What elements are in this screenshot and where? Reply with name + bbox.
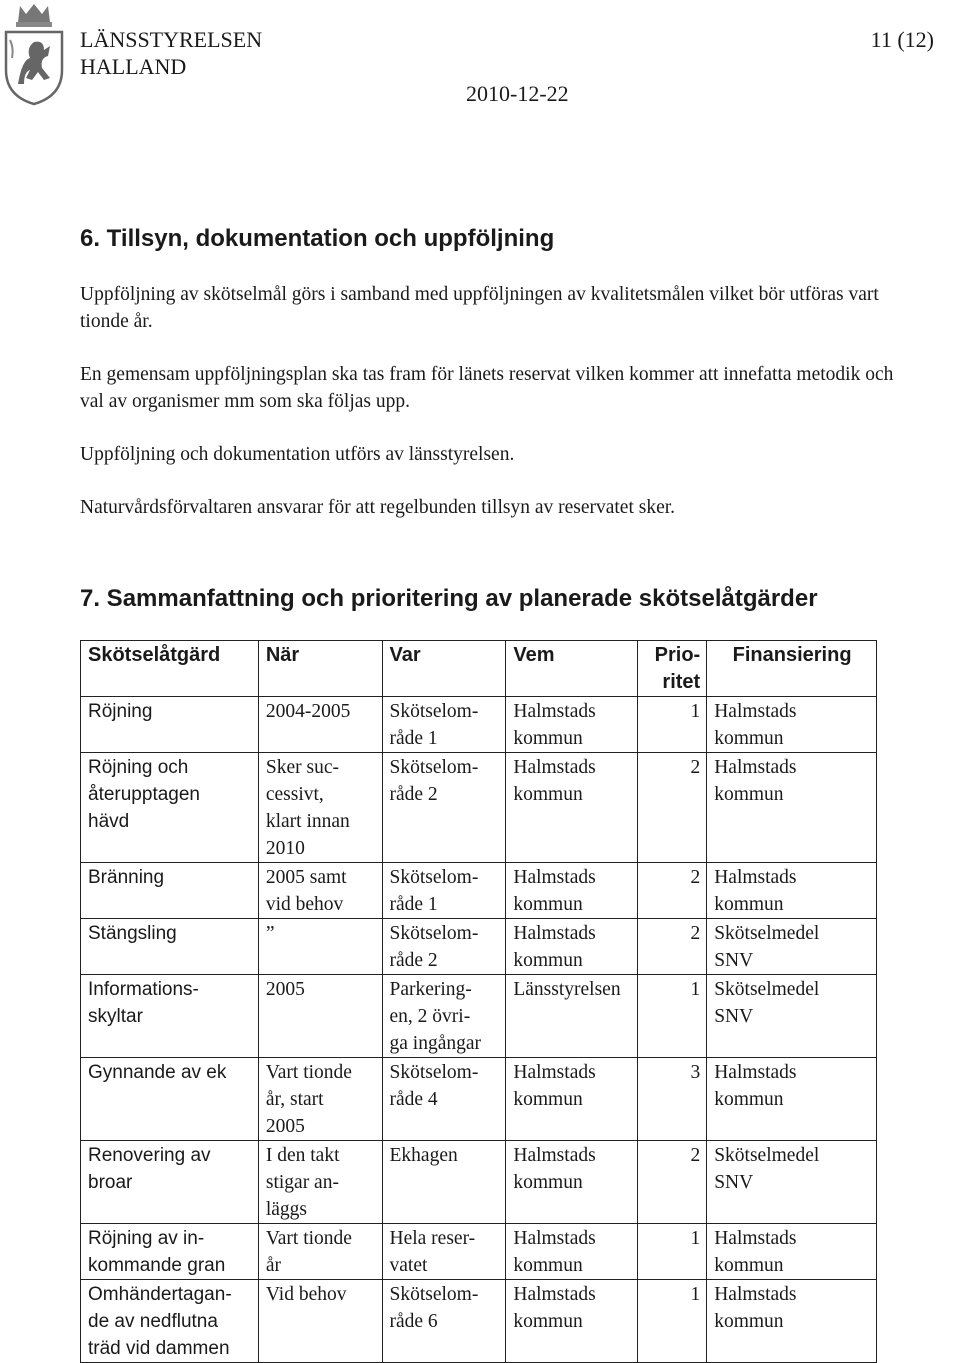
table-cell: Halmstads kommun (707, 753, 877, 863)
table-cell: Skötselom- råde 1 (382, 863, 506, 919)
paragraph: Uppföljning och dokumentation utförs av länsstyrelsen. (80, 444, 515, 465)
table-row (81, 697, 877, 753)
table-cell: Halmstads kommun (506, 1224, 638, 1280)
table-cell: Halmstads kommun (506, 919, 638, 975)
column-header: Vem (506, 641, 638, 697)
table-cell: Vart tionde år, start 2005 (258, 1058, 382, 1141)
table-cell: Skötselmedel SNV (707, 1141, 877, 1224)
table-cell: 2 (638, 863, 707, 919)
section-6-title: 6. Tillsyn, dokumentation och uppföljning (80, 225, 555, 252)
table-cell: 2004-2005 (258, 697, 382, 753)
table-row (81, 753, 877, 863)
column-header: Var (382, 641, 506, 697)
table-cell: Halmstads kommun (506, 1280, 638, 1363)
section-7-title: 7. Sammanfattning och prioritering av planerade skötselåtgärder (80, 585, 818, 612)
table-cell: Skötselmedel SNV (707, 975, 877, 1058)
table-cell: Omhändertagan- de av nedflutna träd vid dammen (81, 1280, 259, 1363)
table-cell: 2 (638, 919, 707, 975)
table-cell: Halmstads kommun (506, 863, 638, 919)
county-crest-lion-icon (0, 0, 68, 108)
table-cell: Skötselom- råde 1 (382, 697, 506, 753)
organization-name: LÄNSSTYRELSEN (80, 27, 263, 52)
table-cell: 2005 samt vid behov (258, 863, 382, 919)
table-cell: Ekhagen (382, 1141, 506, 1224)
table-cell: Röjning av in- kommande gran (81, 1224, 259, 1280)
paragraph: Naturvårdsförvaltaren ansvarar för att regelbunden tillsyn av reservatet sker. (80, 497, 676, 518)
table-cell: 1 (638, 1224, 707, 1280)
table-row (81, 1141, 877, 1224)
table-cell: Parkering- en, 2 övri- ga ingångar (382, 975, 506, 1058)
table-cell: 1 (638, 975, 707, 1058)
table-cell: Halmstads kommun (707, 1224, 877, 1280)
table-row (81, 975, 877, 1058)
table-cell: 2005 (258, 975, 382, 1058)
table-cell: Skötselom- råde 2 (382, 753, 506, 863)
paragraph: Uppföljning av skötselmål görs i samband med uppföljningen av kvalitetsmålen vilket bör utföras vart tionde år. (80, 284, 879, 332)
table-cell: Halmstads kommun (707, 697, 877, 753)
table-cell: ” (258, 919, 382, 975)
table-cell: Stängsling (81, 919, 259, 975)
table-header-row (81, 641, 877, 697)
table-cell: I den takt stigar an- läggs (258, 1141, 382, 1224)
table-cell: 2 (638, 1141, 707, 1224)
table-cell: Skötselom- råde 2 (382, 919, 506, 975)
table-cell: Skötselom- råde 4 (382, 1058, 506, 1141)
table-cell: Halmstads kommun (506, 753, 638, 863)
table-cell: 3 (638, 1058, 707, 1141)
table-cell: Halmstads kommun (506, 697, 638, 753)
organization-region: HALLAND (80, 54, 187, 79)
table-cell: Halmstads kommun (506, 1058, 638, 1141)
column-header: Skötselåtgärd (81, 641, 259, 697)
table-cell: 2 (638, 753, 707, 863)
measures-table (80, 640, 877, 1363)
table-cell: Hela reser- vatet (382, 1224, 506, 1280)
table-cell: Halmstads kommun (707, 1280, 877, 1363)
table-cell: Halmstads kommun (707, 1058, 877, 1141)
column-header: Finansiering (707, 641, 877, 697)
table-cell: Röjning och återupptagen hävd (81, 753, 259, 863)
table-cell: Gynnande av ek (81, 1058, 259, 1141)
table-cell: Skötselom- råde 6 (382, 1280, 506, 1363)
table-cell: Halmstads kommun (506, 1141, 638, 1224)
column-header: Prio- ritet (638, 641, 707, 697)
table-cell: Länsstyrelsen (506, 975, 638, 1058)
table-cell: Skötselmedel SNV (707, 919, 877, 975)
table-row (81, 863, 877, 919)
table-cell: Sker suc- cessivt, klart innan 2010 (258, 753, 382, 863)
table-row (81, 1280, 877, 1363)
table-cell: Vid behov (258, 1280, 382, 1363)
table-row (81, 919, 877, 975)
page-number: 11 (12) (870, 27, 934, 52)
table-cell: Renovering av broar (81, 1141, 259, 1224)
table-cell: Vart tionde år (258, 1224, 382, 1280)
table-cell: Röjning (81, 697, 259, 753)
paragraph: En gemensam uppföljningsplan ska tas fram för länets reservat vilken kommer att innefatta metodik och val av organismer mm som ska följas upp. (80, 364, 894, 412)
table-cell: Informations- skyltar (81, 975, 259, 1058)
table-cell: 1 (638, 1280, 707, 1363)
table-row (81, 1224, 877, 1280)
table-cell: Halmstads kommun (707, 863, 877, 919)
column-header: När (258, 641, 382, 697)
document-date: 2010-12-22 (466, 81, 569, 106)
table-cell: 1 (638, 697, 707, 753)
table-row (81, 1058, 877, 1141)
table-cell: Bränning (81, 863, 259, 919)
